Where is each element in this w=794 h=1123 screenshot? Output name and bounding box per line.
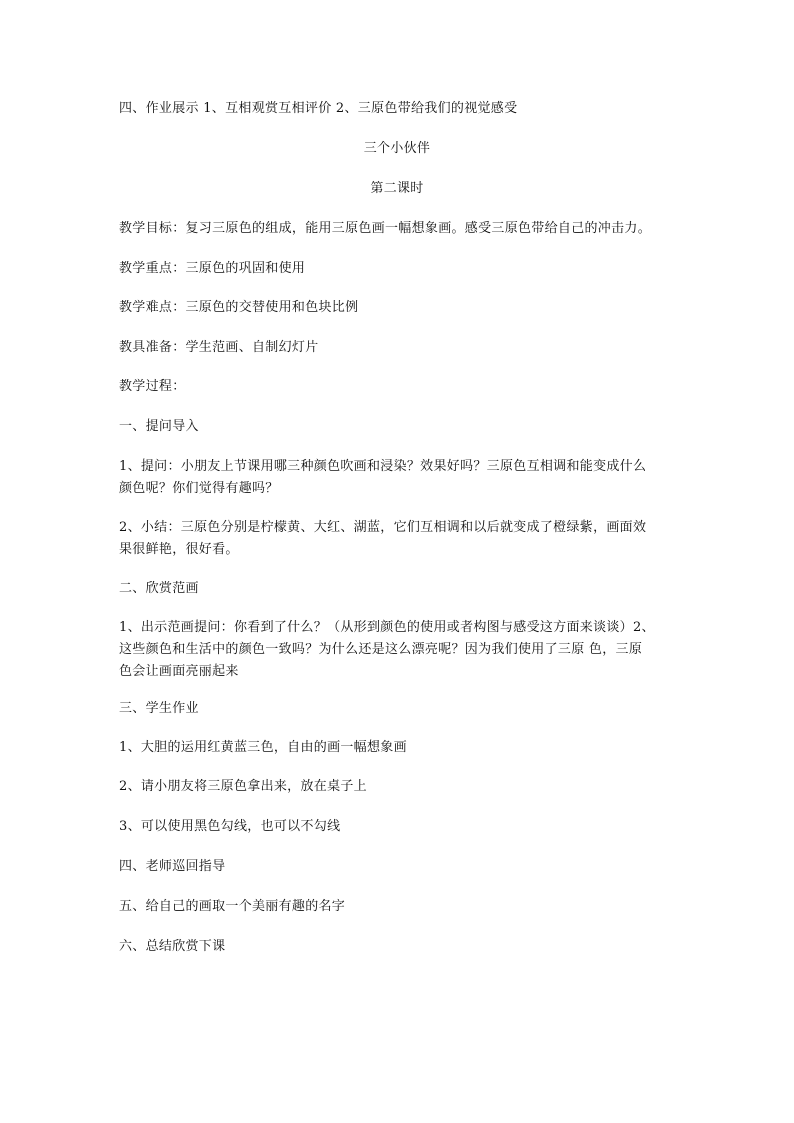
section-2-heading: 二、欣赏范画 [119, 581, 199, 596]
intro-line: 四、作业展示 1、互相观赏互相评价 2、三原色带给我们的视觉感受 [119, 101, 518, 116]
section-3-item-3: 3、可以使用黑色勾线，也可以不勾线 [119, 819, 341, 834]
section-2-item-1-line-3: 色会让画面亮丽起来 [119, 664, 239, 679]
section-1-item-1-line-1: 1、提问：小朋友上节课用哪三种颜色吹画和浸染？效果好吗？三原色互相调和能变成什么 [119, 459, 647, 474]
section-6-heading: 六、总结欣赏下课 [119, 939, 226, 954]
section-1-heading: 一、提问导入 [119, 419, 199, 434]
teaching-difficulty: 教学难点：三原色的交替使用和色块比例 [119, 300, 359, 315]
section-3-item-1: 1、大胆的运用红黄蓝三色，自由的画一幅想象画 [119, 740, 407, 755]
section-3-item-2: 2、请小朋友将三原色拿出来，放在桌子上 [119, 779, 367, 794]
teaching-objective: 教学目标：复习三原色的组成，能用三原色画一幅想象画。感受三原色带给自己的冲击力。 [119, 221, 652, 236]
document-title: 三个小伙伴 [363, 141, 431, 156]
teaching-process-label: 教学过程： [119, 379, 186, 394]
section-1-item-1-line-2: 颜色呢？你们觉得有趣吗？ [119, 481, 279, 496]
section-2-item-1-line-2: 这些颜色和生活中的颜色一致吗？为什么还是这么漂亮呢？因为我们使用了三原 色，三原 [119, 642, 643, 657]
section-4-heading: 四、老师巡回指导 [119, 859, 226, 874]
section-3-heading: 三、学生作业 [119, 701, 199, 716]
section-2-item-1-line-1: 1、出示范画提问：你看到了什么？（从形到颜色的使用或者构图与感受这方面来谈谈）2、 [119, 620, 655, 635]
document-subtitle: 第二课时 [370, 181, 424, 196]
section-1-item-2-line-1: 2、小结：三原色分别是柠檬黄、大红、湖蓝，它们互相调和以后就变成了橙绿紫，画面效 [119, 520, 647, 535]
section-5-heading: 五、给自己的画取一个美丽有趣的名字 [119, 899, 346, 914]
teaching-materials: 教具准备：学生范画、自制幻灯片 [119, 340, 319, 355]
section-1-item-2-line-2: 果很鲜艳，很好看。 [119, 542, 239, 557]
teaching-key-point: 教学重点：三原色的巩固和使用 [119, 261, 306, 276]
